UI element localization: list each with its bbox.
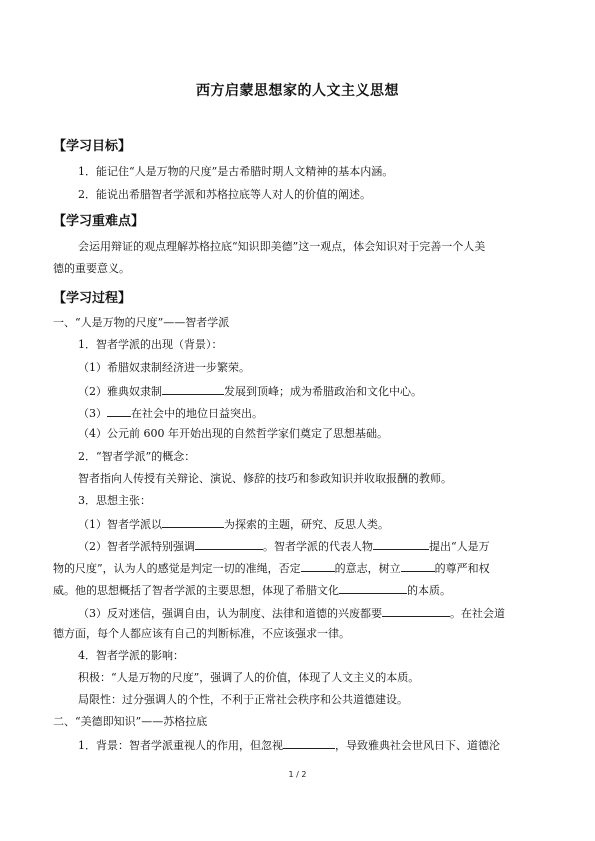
p1-item-4: （4）公元前 600 年开始出现的自然哲学家们奠定了思想基础。	[78, 427, 388, 440]
goal-item-2: 2．能说出希腊智者学派和苏格拉底等人对人的价值的阐述。	[78, 188, 371, 201]
p3-item-2-cont-2: 威。他的思想概括了智者学派的主要思想，体现了希腊文化 的本质。	[53, 584, 451, 597]
p3-item-1: （1）智者学派以 为探索的主题，研究、反思人类。	[78, 518, 389, 531]
key-points-line-1: 会运用辩证的观点理解苏格拉底“知识即美德”这一观点，体会知识对于完善一个人美	[78, 240, 486, 253]
fill-blank	[373, 538, 429, 550]
p1-item-3: （3） 在社会中的地位日益突出。	[78, 407, 263, 420]
p3-item-3-cont: 德方面，每个人都应该有自己的判断标准，不应该强求一律。	[53, 627, 350, 640]
fill-blank	[301, 560, 335, 572]
key-points-line-2: 德的重要意义。	[53, 262, 130, 275]
p4-item-1: 积极：“人是万物的尺度”，强调了人的价值，体现了人文主义的本质。	[78, 671, 420, 684]
key-points-heading: 【学习重难点】	[53, 214, 145, 229]
p4-heading: 4．智者学派的影响：	[78, 649, 184, 662]
fill-blank	[401, 560, 435, 572]
p2-text: 智者指向人传授有关辩论、演说、修辞的技巧和参政知识并收取报酬的教师。	[78, 472, 452, 485]
p3-heading: 3．思想主张：	[78, 494, 151, 507]
fill-blank	[339, 582, 407, 594]
page-title: 西方启蒙思想家的人文主义思想	[196, 83, 399, 99]
p2-heading: 2．“智者学派”的概念：	[78, 450, 196, 463]
p3-item-2-cont-1: 物的尺度”，认为人的感觉是判定一切的准绳，否定 的意志，树立 的尊严和权	[53, 562, 490, 575]
p5-item: 1．背景：智者学派重视人的作用，但忽视 ，导致雅典社会世风日下、道德沦	[78, 739, 500, 752]
p1-heading: 1．智者学派的出现（背景）：	[78, 338, 223, 351]
goal-item-1: 1．能记住“人是万物的尺度”是古希腊时期人文精神的基本内涵。	[78, 165, 394, 178]
p3-item-3: （3）反对迷信，强调自由，认为制度、法律和道德的兴废都要 。在社会道	[78, 607, 505, 620]
fill-blank	[283, 737, 335, 749]
fill-blank	[162, 516, 224, 528]
fill-blank	[195, 538, 263, 550]
fill-blank	[107, 405, 131, 417]
fill-blank	[162, 383, 224, 395]
fill-blank	[382, 605, 450, 617]
part2-title: 二、“美德即知识”——苏格拉底	[53, 715, 208, 728]
goals-heading: 【学习目标】	[53, 139, 132, 154]
p3-item-2: （2）智者学派特别强调 。智者学派的代表人物 提出“人是万	[78, 540, 490, 553]
process-heading: 【学习过程】	[53, 291, 132, 306]
p1-item-1: （1）希腊奴隶制经济进一步繁荣。	[78, 361, 250, 374]
page-number: 1 / 2	[288, 770, 307, 779]
p1-item-2: （2）雅典奴隶制 发展到顶峰；成为希腊政治和文化中心。	[78, 385, 422, 398]
part1-title: 一、“人是万物的尺度”——智者学派	[53, 316, 230, 329]
p4-item-2: 局限性：过分强调人的个性，不利于正常社会秩序和公共道德建设。	[78, 693, 408, 706]
